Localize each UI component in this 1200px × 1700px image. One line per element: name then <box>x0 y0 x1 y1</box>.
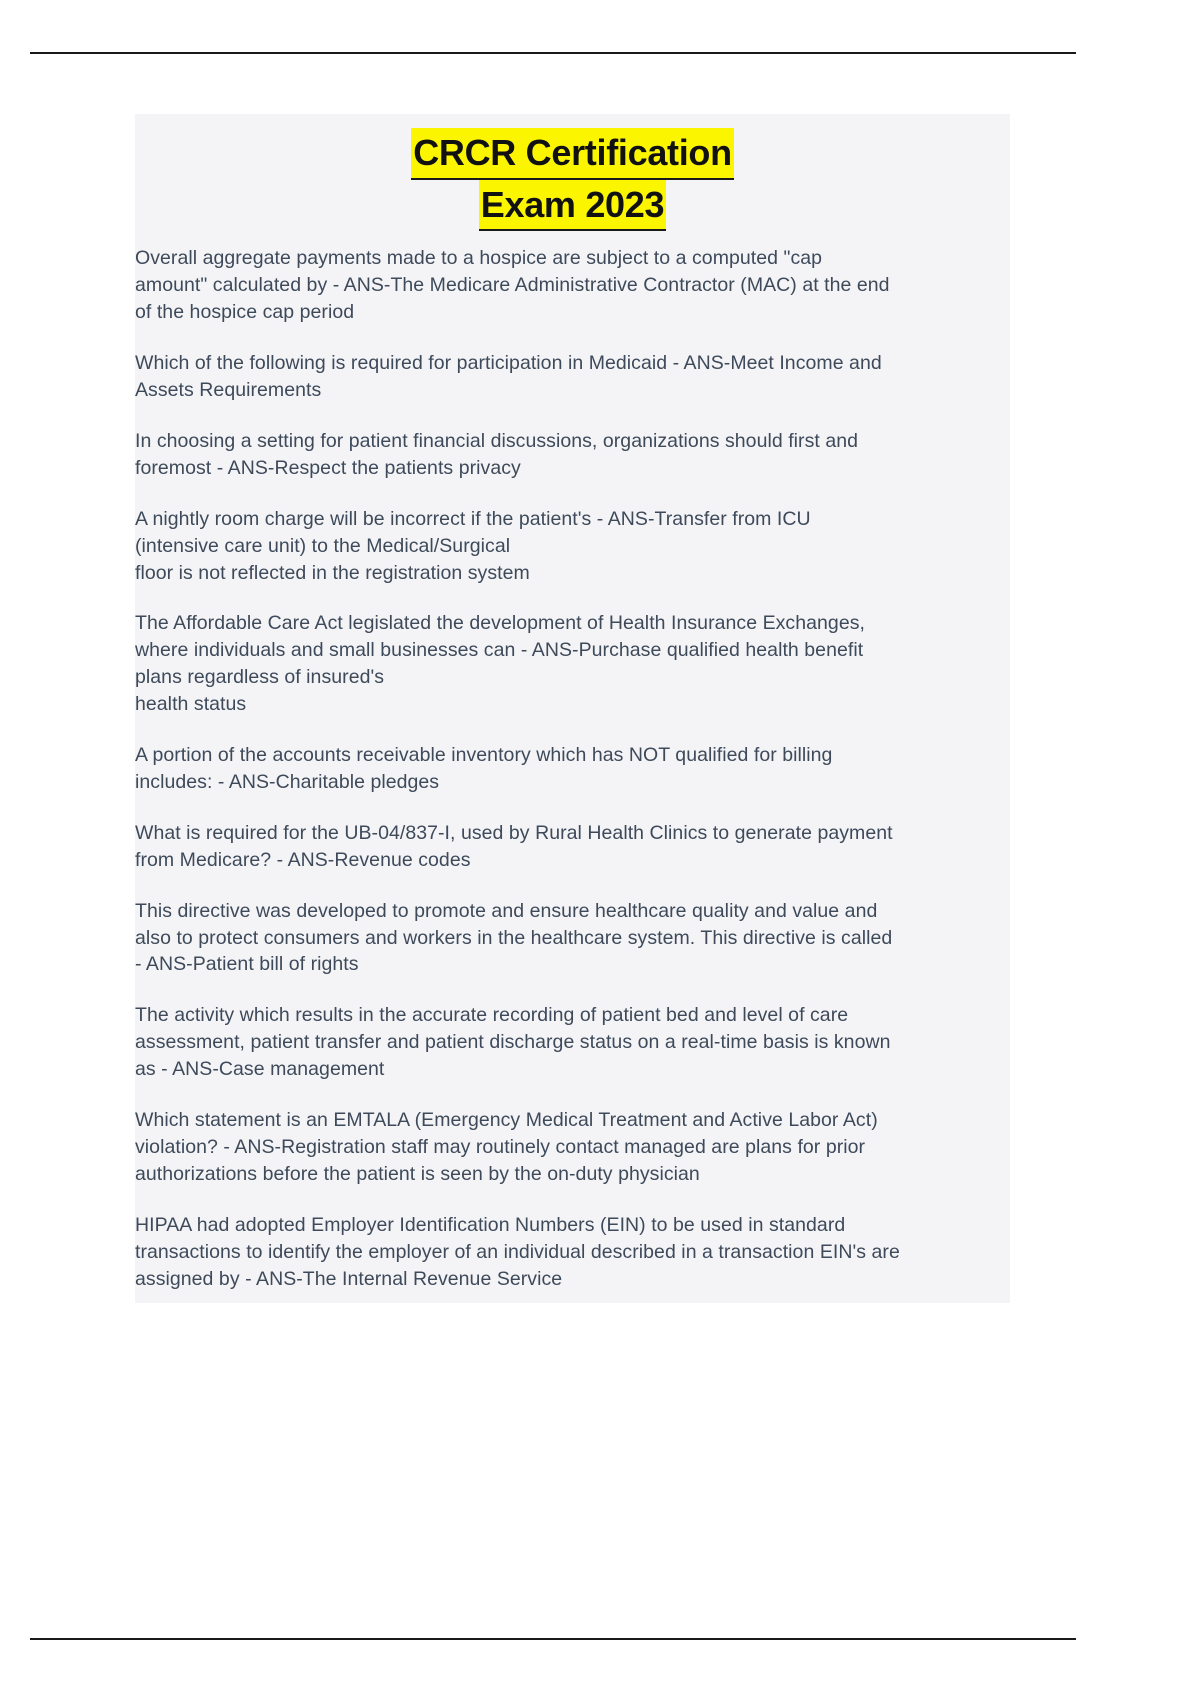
qa-entry <box>135 506 1010 587</box>
qa-line: violation? - ANS-Registration staff may routinely contact managed are plans for prior <box>135 1136 866 1158</box>
qa-line: authorizations before the patient is seen by the on-duty physician <box>135 1162 700 1185</box>
qa-entry <box>135 742 1010 796</box>
qa-line: In choosing a setting for patient financial discussions, organizations should first and <box>135 429 859 452</box>
qa-line: Overall aggregate payments made to a hospice are subject to a computed "cap <box>135 247 823 270</box>
qa-line: assigned by - ANS-The Internal Revenue Service <box>135 1267 563 1290</box>
qa-line: The activity which results in the accurate recording of patient bed and level of care <box>135 1004 849 1027</box>
qa-line: from Medicare? - ANS-Revenue codes <box>135 848 471 871</box>
qa-entry <box>135 610 1010 718</box>
qa-line: includes: - ANS-Charitable pledges <box>135 770 440 793</box>
qa-line: transactions to identify the employer of an individual described in a transaction EIN's are <box>135 1240 900 1263</box>
qa-line: as - ANS-Case management <box>135 1058 385 1081</box>
qa-line: (intensive care unit) to the Medical/Surgical <box>135 534 511 557</box>
qa-line: A portion of the accounts receivable inventory which has NOT qualified for billing <box>135 744 833 767</box>
qa-entry <box>135 245 1010 326</box>
footer-divider <box>30 1638 1076 1640</box>
qa-line: A nightly room charge will be incorrect if the patient's - ANS-Transfer from ICU <box>135 507 811 530</box>
qa-line: plans regardless of insured's <box>135 666 385 689</box>
document-page <box>30 0 1076 1700</box>
page-whitespace <box>135 1303 1010 1663</box>
qa-line: of the hospice cap period <box>135 301 355 324</box>
qa-line: assessment, patient transfer and patient discharge status on a real-time basis is known <box>135 1031 891 1054</box>
qa-line: floor is not reflected in the registration system <box>135 561 530 584</box>
document-content <box>135 114 1010 1663</box>
qa-line: HIPAA had adopted Employer Identification Numbers (EIN) to be used in standard <box>135 1213 846 1236</box>
qa-line: Which of the following is required for participation in Medicaid - ANS-Meet Income and <box>135 352 882 375</box>
document-title-block <box>135 114 1010 243</box>
qa-line: also to protect consumers and workers in the healthcare system. This directive is called <box>135 926 893 949</box>
page-title-line-1: CRCR Certification <box>135 128 1010 180</box>
qa-entry <box>135 428 1010 482</box>
qa-line: Which statement is an EMTALA (Emergency Medical Treatment and Active Labor Act) <box>135 1109 878 1132</box>
qa-line: Assets Requirements <box>135 378 322 401</box>
qa-entry <box>135 350 1010 404</box>
qa-line: foremost - ANS-Respect the patients privacy <box>135 456 521 479</box>
qa-entry <box>135 1002 1010 1083</box>
qa-line: The Affordable Care Act legislated the development of Health Insurance Exchanges, <box>135 612 865 635</box>
page-title-line-2: Exam 2023 <box>135 180 1010 232</box>
qa-entry <box>135 1107 1010 1188</box>
qa-entry <box>135 1212 1010 1293</box>
qa-entry <box>135 898 1010 979</box>
qa-line: where individuals and small businesses can - ANS-Purchase qualified health benefit <box>135 639 864 662</box>
header-divider <box>30 52 1076 54</box>
qa-line: - ANS-Patient bill of rights <box>135 953 359 976</box>
qa-list <box>135 243 1010 1302</box>
qa-line: health status <box>135 693 247 716</box>
qa-line: amount" calculated by - ANS-The Medicare Administrative Contractor (MAC) at the end <box>135 274 890 297</box>
qa-line: This directive was developed to promote and ensure healthcare quality and value and <box>135 899 878 922</box>
qa-line: What is required for the UB-04/837-I, used by Rural Health Clinics to generate payment <box>135 821 893 844</box>
qa-entry <box>135 820 1010 874</box>
